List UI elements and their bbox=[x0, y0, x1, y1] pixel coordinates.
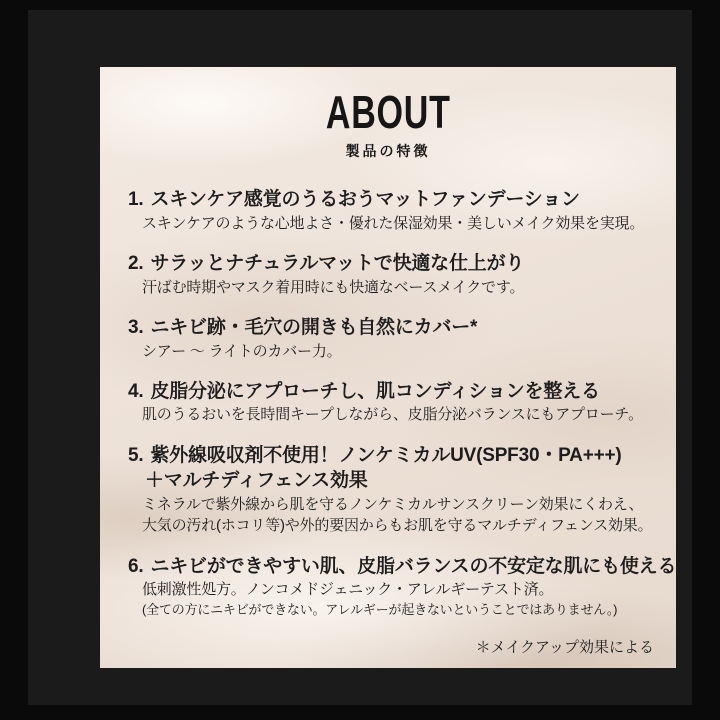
feature-item-3 bbox=[128, 315, 660, 362]
page-title: ABOUT bbox=[325, 86, 451, 138]
feature-number: 3. bbox=[128, 316, 144, 338]
feature-heading-text: ニキビ跡・毛穴の開きも自然にカバー* bbox=[150, 316, 478, 338]
feature-number: 6. bbox=[128, 555, 144, 577]
feature-number: 1. bbox=[128, 189, 144, 210]
feature-heading-text: ニキビができやすい肌、皮脂バランスの不安定な肌にも使える bbox=[150, 555, 676, 577]
header bbox=[100, 67, 676, 161]
feature-heading bbox=[128, 379, 660, 405]
feature-detail: ミネラルで紫外線から肌を守るノンケミカルサンスクリーン効果にくわえ、 bbox=[142, 496, 644, 514]
feature-detail: 肌のうるおいを長時間キープしながら、皮脂分泌バランスにもアプローチ。 bbox=[142, 406, 643, 424]
feature-heading-line2: ＋マルチディフェンス効果 bbox=[145, 470, 368, 492]
feature-number: 5. bbox=[128, 444, 144, 466]
feature-detail: シアー ～ ライトのカバー力。 bbox=[142, 342, 342, 360]
feature-item-6 bbox=[128, 554, 676, 619]
feature-heading-text: 紫外線吸収剤不使用！ノンケミカルUV(SPF30・PA+++) bbox=[150, 444, 622, 466]
feature-detail: 低刺激性処方。ノンコメドジェニック・アレルギーテスト済。 bbox=[142, 581, 554, 599]
feature-item-1 bbox=[128, 187, 660, 234]
feature-item-2 bbox=[128, 251, 660, 298]
feature-number: 2. bbox=[128, 252, 144, 274]
feature-heading bbox=[128, 187, 660, 213]
feature-disclaimer: (全ての方にニキビができない。アレルギーが起きないということではありません。) bbox=[142, 601, 618, 617]
feature-heading-text: サラッとナチュラルマットで快適な仕上がり bbox=[150, 252, 525, 274]
feature-item-5 bbox=[128, 443, 660, 537]
footnote-text: ＊メイクアップ効果による bbox=[475, 638, 654, 656]
feature-heading bbox=[128, 443, 660, 469]
content-panel bbox=[100, 67, 676, 668]
feature-item-4 bbox=[128, 379, 660, 426]
feature-list bbox=[100, 187, 676, 619]
feature-heading-text: スキンケア感覚のうるおうマットファンデーション bbox=[150, 189, 580, 210]
page-subtitle: 製品の特徴 bbox=[345, 143, 431, 159]
dark-frame bbox=[28, 10, 692, 705]
feature-heading-text: 皮脂分泌にアプローチし、肌コンディションを整える bbox=[150, 380, 600, 402]
feature-detail: 大気の汚れ(ホコリ等)や外的要因からもお肌を守るマルチディフェンス効果。 bbox=[142, 517, 653, 535]
feature-number: 4. bbox=[128, 380, 144, 402]
feature-detail: スキンケアのような心地よさ・優れた保湿効果・美しいメイク効果を実現。 bbox=[142, 214, 645, 232]
feature-heading bbox=[128, 251, 660, 277]
feature-heading bbox=[128, 315, 660, 341]
feature-heading bbox=[128, 554, 676, 580]
feature-detail: 汗ばむ時期やマスク着用時にも快適なベースメイクです。 bbox=[142, 278, 525, 296]
